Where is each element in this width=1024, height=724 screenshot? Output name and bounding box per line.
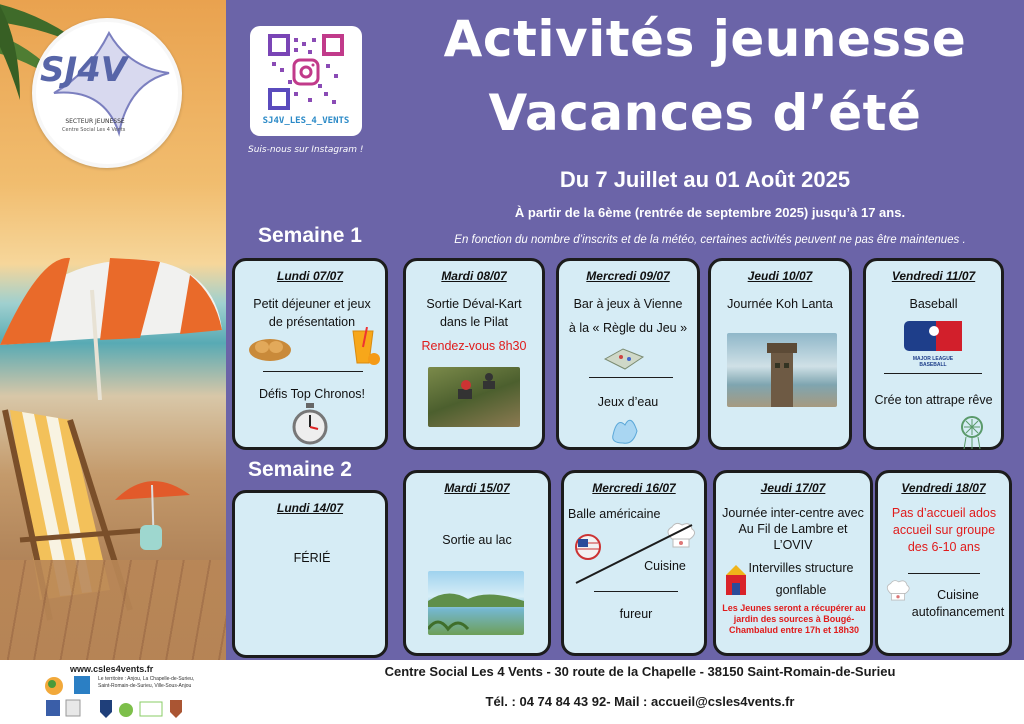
- activity-breakfast: Petit déjeuner et jeux de présentation: [253, 297, 371, 329]
- footer-address: Centre Social Les 4 Vents - 30 route de la Chapelle - 38150 Saint-Romain-de-Surieu: [384, 664, 896, 679]
- day-title: Mercredi 16/07: [592, 481, 676, 495]
- wooden-deck: [0, 560, 226, 660]
- day-card-friday-1107: [863, 258, 1004, 450]
- website-link[interactable]: www.csles4vents.fr: [70, 664, 154, 674]
- day-title: Mardi 15/07: [444, 481, 510, 495]
- water-splash-icon: [607, 411, 643, 447]
- day-title: Lundi 07/07: [276, 269, 344, 283]
- day-card-friday-1807: [875, 470, 1012, 656]
- page-subtitle: Vacances d’été: [488, 84, 922, 142]
- activity-top-chronos: Défis Top Chronos!: [258, 387, 366, 401]
- activity-fureur: fureur: [619, 607, 653, 621]
- lake-photo: [428, 571, 524, 635]
- activity-cooking-fundraising: Cuisine autofinancement: [911, 588, 1005, 619]
- partner-logos-icon: [42, 672, 202, 720]
- separator: [589, 377, 673, 378]
- activity-water-games: Jeux d’eau: [597, 395, 659, 409]
- stopwatch-icon: [291, 403, 329, 445]
- week-2-label: Semaine 2: [248, 458, 352, 481]
- age-range: À partir de la 6ème (rentrée de septembre 2025) jusqu’à 17 ans.: [514, 205, 906, 220]
- activity-koh-lanta: Journée Koh Lanta: [727, 297, 833, 311]
- separator: [908, 573, 980, 574]
- activity-lake: Sortie au lac: [442, 533, 512, 547]
- day-title: Jeudi 17/07: [760, 481, 826, 495]
- day-card-wednesday-0907: [556, 258, 700, 450]
- day-title: Mercredi 09/07: [586, 269, 670, 283]
- logo-text: SJ4V: [40, 50, 128, 90]
- board-game-icon: [601, 345, 647, 371]
- bread-icon: [247, 333, 293, 363]
- qr-code-icon: [268, 34, 344, 110]
- totem-photo: [727, 333, 837, 407]
- activity-inter-centre: Journée inter-centre avec Au Fil de Lambre et L’OVIV: [722, 506, 864, 552]
- activity-intervilles: Intervilles structure gonflable: [748, 561, 854, 597]
- day-title: Lundi 14/07: [276, 501, 344, 515]
- diagonal-divider: [564, 519, 710, 589]
- day-title: Jeudi 10/07: [747, 269, 813, 283]
- instagram-follow-text: Suis-nous sur Instagram !: [248, 145, 364, 155]
- small-umbrella-icon: [110, 470, 200, 550]
- sj4v-logo: [32, 18, 182, 168]
- page-title: Activités jeunesse: [443, 10, 967, 68]
- territory-text: Le territoire : Anjou, La Chapelle-de-Surieu, Saint-Romain-de-Surieu, Ville-Sous-Anjou: [98, 676, 195, 689]
- instagram-handle[interactable]: SJ4V_LES_4_VENTS: [262, 116, 350, 126]
- activity-bar-jeux-location: à la « Règle du Jeu »: [568, 321, 688, 335]
- day-card-tuesday-1507: [403, 470, 551, 656]
- day-card-thursday-1007: [708, 258, 852, 450]
- mlb-logo: MAJOR LEAGUE BASEBALL: [904, 321, 962, 357]
- beach-illustration: [0, 0, 226, 660]
- day-card-wednesday-1607: [561, 470, 707, 656]
- activity-baseball: Baseball: [909, 297, 958, 311]
- dreamcatcher-icon: [956, 415, 988, 451]
- logo-subtitle-2: Centre Social Les 4 Vents: [62, 127, 126, 133]
- day-title: Mardi 08/07: [441, 269, 507, 283]
- activity-deval-kart: Sortie Déval-Kart dans le Pilat: [426, 297, 522, 329]
- meeting-time: Rendez-vous 8h30: [421, 339, 527, 353]
- separator: [594, 591, 678, 592]
- logo-subtitle: SECTEUR JEUNESSE: [65, 118, 125, 125]
- day-card-thursday-1707: [713, 470, 873, 656]
- disclaimer: En fonction du nombre d’inscrits et de la météo, certaines activités peuvent ne pas être maintenues .: [454, 234, 966, 246]
- beach-umbrella-icon: [0, 250, 226, 400]
- day-card-monday-1407: [232, 490, 388, 658]
- date-range: Du 7 Juillet au 01 Août 2025: [559, 167, 851, 192]
- day-title: Vendredi 18/07: [901, 481, 986, 495]
- holiday-label: FÉRIÉ: [293, 551, 331, 565]
- activity-cooking: Cuisine: [644, 559, 686, 573]
- orange-juice-icon: [347, 327, 381, 367]
- separator: [263, 371, 363, 372]
- day-title: Vendredi 11/07: [891, 269, 976, 283]
- day-card-tuesday-0807: [403, 258, 545, 450]
- footer-contact[interactable]: Tél. : 04 74 84 43 92- Mail : accueil@csles4vents.fr: [485, 694, 795, 709]
- activity-bar-jeux: Bar à jeux à Vienne: [573, 297, 683, 311]
- day-card-monday-0707: [232, 258, 388, 450]
- week-1-label: Semaine 1: [258, 224, 362, 247]
- activity-dreamcatcher: Crée ton attrape rêve: [874, 393, 993, 407]
- pickup-note: Les Jeunes seront a récupérer au jardin des sources à Bougé-Chambalud entre 17h et 18h30: [722, 603, 866, 635]
- kart-photo: [428, 367, 520, 427]
- separator: [884, 373, 982, 374]
- activity-american-ball: Balle américaine: [568, 507, 661, 521]
- no-teens-notice: Pas d’accueil ados accueil sur groupe des 6-10 ans: [891, 506, 997, 554]
